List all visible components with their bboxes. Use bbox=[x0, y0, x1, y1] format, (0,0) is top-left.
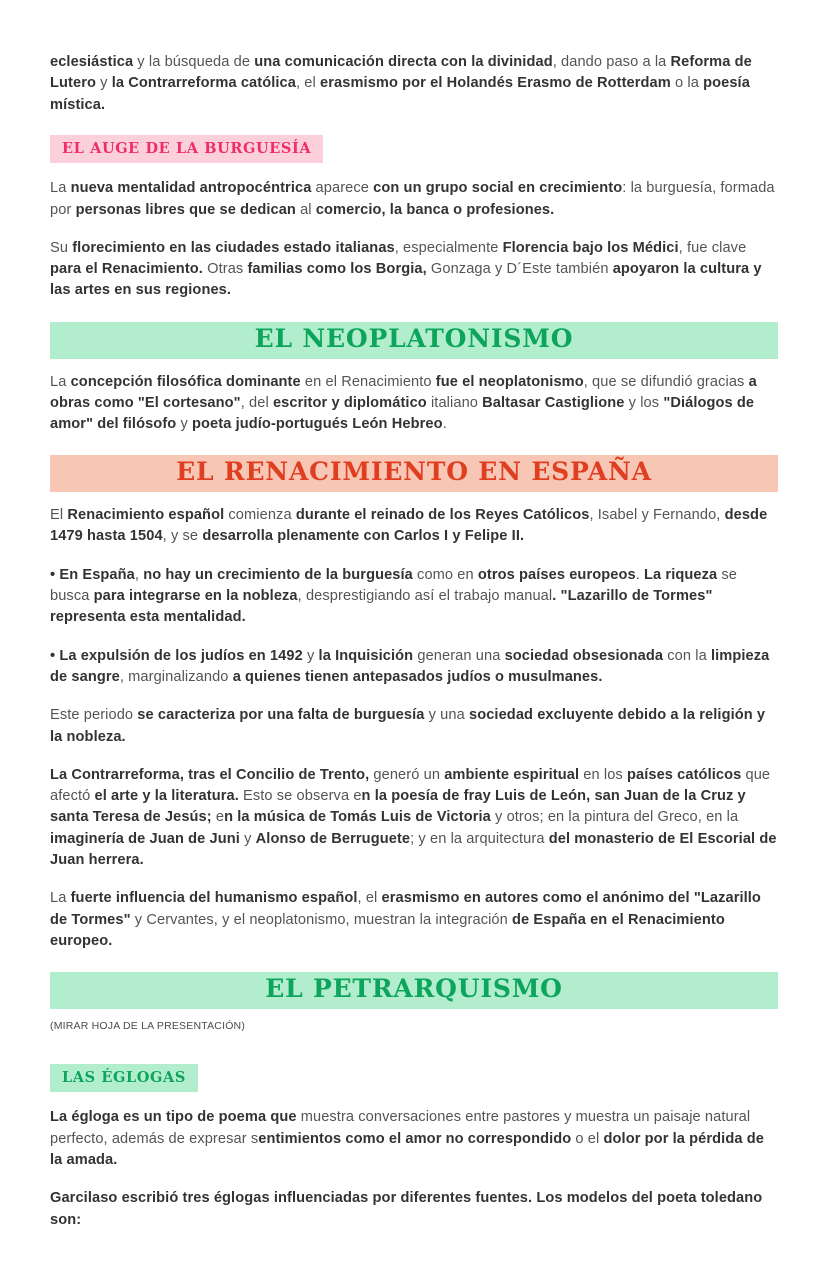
bold-text: . "Lazarillo de Tormes" representa esta mentalidad. bbox=[50, 588, 713, 626]
bold-text: una comunicación directa con la divinidad bbox=[254, 54, 553, 70]
bold-text: n la música de Tomás Luis de Victoria bbox=[224, 809, 491, 826]
bold-text: fuerte influencia del humanismo español bbox=[70, 890, 358, 907]
body-text: Esto se observa e bbox=[238, 788, 362, 805]
body-text: La bbox=[50, 180, 71, 197]
bold-text: n la poesía de fray Luis de León, san Juan de la Cruz y santa Teresa de Jesús; bbox=[50, 788, 746, 826]
paragraph-burguesia-2 bbox=[50, 238, 778, 302]
bold-text: personas libres que se dedican bbox=[75, 201, 296, 218]
body-text: , que se difundió gracias bbox=[583, 373, 749, 390]
bold-text: sociedad excluyente debido a la religión y la nobleza. bbox=[50, 707, 766, 745]
bold-text: Florencia bajo los Médici bbox=[502, 239, 679, 256]
bold-text: La riqueza bbox=[644, 566, 718, 583]
body-text: que afectó bbox=[50, 766, 771, 805]
paragraph-egloga-definicion bbox=[50, 1107, 778, 1171]
paragraph-humanismo bbox=[50, 888, 778, 952]
bold-text: familias como los Borgia, bbox=[247, 261, 427, 278]
bold-text: escritor y diplomático bbox=[272, 394, 427, 411]
bold-text: concepción filosófica dominante bbox=[70, 373, 301, 390]
bold-text: imaginería de Juan de Juni bbox=[50, 830, 240, 847]
bold-text: el arte y la literatura. bbox=[94, 788, 239, 805]
body-text: comienza bbox=[224, 507, 296, 524]
body-text: aparece bbox=[311, 180, 374, 197]
body-text: , del bbox=[240, 394, 273, 411]
bold-text: Baltasar Castiglione bbox=[482, 394, 625, 411]
bold-text: florecimiento en las ciudades estado italianas bbox=[72, 239, 395, 256]
body-text: , bbox=[134, 566, 144, 583]
body-text: , desprestigiando así el trabajo manual bbox=[297, 588, 553, 605]
body-text: . bbox=[442, 416, 447, 433]
paragraph-espana-bullet-1 bbox=[50, 565, 778, 629]
bold-text: a obras como "El cortesano" bbox=[50, 373, 757, 411]
paragraph-garcilaso bbox=[50, 1188, 778, 1231]
bold-text: erasmismo en autores como el anónimo del "Lazarillo de Tormes" bbox=[50, 890, 761, 928]
body-text: y Cervantes, y el neoplatonismo, muestran la integración bbox=[130, 911, 513, 928]
body-text: y otros; en la pintura del Greco, en la bbox=[490, 809, 739, 826]
body-text: y los bbox=[624, 394, 664, 411]
bold-text: países católicos bbox=[626, 766, 742, 783]
body-text: , el bbox=[296, 75, 321, 92]
body-text: : la burguesía, formada por bbox=[50, 180, 775, 218]
bold-text: sociedad obsesionada bbox=[504, 647, 664, 664]
heading-las-eglogas: LAS ÉGLOGAS bbox=[50, 1064, 198, 1092]
body-text: y bbox=[239, 830, 256, 847]
body-text: generan una bbox=[413, 647, 505, 664]
body-text: muestra conversaciones entre pastores y muestra un paisaje natural perfecto, además de expresar s bbox=[50, 1109, 751, 1147]
bold-text: a quienes tienen antepasados judíos o musulmanes. bbox=[232, 668, 603, 685]
bold-text: entimientos como el amor no correspondido bbox=[258, 1130, 572, 1147]
body-text: La bbox=[50, 890, 71, 907]
paragraph-espana-1 bbox=[50, 505, 778, 548]
body-text: Otras bbox=[202, 261, 248, 278]
bold-text: Garcilaso escribió tres églogas influenciadas por diferentes fuentes. Los modelos del poeta toledano son: bbox=[50, 1190, 763, 1228]
body-text: o la bbox=[670, 75, 704, 92]
bold-text: erasmismo por el Holandés Erasmo de Rotterdam bbox=[320, 75, 671, 92]
body-text: y una bbox=[424, 707, 469, 724]
body-text: , Isabel y Fernando, bbox=[589, 507, 725, 524]
body-text: , el bbox=[357, 890, 382, 907]
heading-petrarquismo: EL PETRARQUISMO bbox=[50, 972, 778, 1009]
bold-text: con un grupo social en crecimiento bbox=[373, 180, 623, 197]
bold-text: no hay un crecimiento de la burguesía bbox=[143, 566, 413, 583]
bold-text: • En España bbox=[50, 566, 135, 583]
bold-text: ambiente espiritual bbox=[444, 766, 580, 783]
body-text: ; y en la arquitectura bbox=[410, 830, 549, 847]
body-text: , marginalizando bbox=[119, 668, 233, 685]
body-text: Este periodo bbox=[50, 707, 138, 724]
bold-text: apoyaron la cultura y las artes en sus regiones. bbox=[50, 261, 762, 299]
body-text: , fue clave bbox=[678, 239, 747, 256]
bold-text: limpieza de sangre bbox=[50, 647, 770, 685]
bold-text: dolor por la pérdida de la amada. bbox=[50, 1130, 764, 1168]
bold-text: para integrarse en la nobleza bbox=[93, 588, 298, 605]
bold-text: se caracteriza por una falta de burguesía bbox=[137, 707, 425, 724]
bold-text: desarrolla plenamente con Carlos I y Felipe II. bbox=[202, 528, 525, 545]
body-text: se busca bbox=[50, 566, 737, 605]
body-text: y bbox=[302, 647, 319, 664]
bold-text: de España en el Renacimiento europeo. bbox=[50, 911, 725, 949]
body-text: , especialmente bbox=[394, 239, 503, 256]
body-text: y la búsqueda de bbox=[133, 54, 255, 70]
bold-text: comercio, la banca o profesiones. bbox=[315, 201, 555, 218]
body-text: con la bbox=[663, 647, 711, 664]
bold-text: para el Renacimiento. bbox=[50, 261, 203, 278]
bold-text: "Diálogos de amor" del filósofo bbox=[50, 394, 755, 433]
body-text: e bbox=[211, 809, 225, 826]
paragraph-contrarreforma bbox=[50, 765, 778, 871]
bold-text: nueva mentalidad antropocéntrica bbox=[70, 180, 312, 197]
paragraph-espana-bullet-2 bbox=[50, 646, 778, 689]
bold-text: la Contrarreforma católica bbox=[111, 75, 296, 92]
bold-text: durante el reinado de los Reyes Católicos bbox=[295, 507, 590, 524]
body-text: Su bbox=[50, 239, 73, 256]
bold-text: del monasterio de El Escorial de Juan herrera. bbox=[50, 830, 777, 869]
bold-text: Alonso de Berruguete bbox=[255, 830, 411, 847]
body-text: italiano bbox=[426, 394, 483, 411]
heading-neoplatonismo: EL NEOPLATONISMO bbox=[50, 322, 778, 359]
paragraph-burguesia-1 bbox=[50, 178, 778, 221]
body-text: y bbox=[176, 416, 193, 433]
bold-text: poesía mística. bbox=[50, 75, 750, 113]
bold-text: poeta judío-portugués León Hebreo bbox=[192, 416, 443, 433]
bold-text: La Contrarreforma, tras el Concilio de Trento, bbox=[50, 766, 370, 783]
paragraph-intro-continuation bbox=[50, 52, 778, 116]
body-text: y bbox=[96, 75, 112, 92]
bold-text: Renacimiento español bbox=[67, 507, 225, 524]
bold-text: Reforma de Lutero bbox=[50, 54, 752, 92]
paragraph-neoplatonismo bbox=[50, 372, 778, 436]
body-text: o el bbox=[571, 1130, 604, 1147]
body-text: . bbox=[635, 566, 645, 583]
body-text: La bbox=[50, 373, 71, 390]
body-text: , y se bbox=[162, 528, 203, 545]
body-text: generó un bbox=[369, 766, 445, 783]
bold-text: La égloga es un tipo de poema que bbox=[50, 1109, 297, 1126]
heading-auge-burguesia: EL AUGE DE LA BURGUESÍA bbox=[50, 135, 323, 163]
body-text: El bbox=[50, 507, 68, 524]
bold-text: otros países europeos bbox=[477, 566, 636, 583]
body-text: como en bbox=[412, 566, 478, 583]
bold-text: desde 1479 hasta 1504 bbox=[50, 507, 768, 545]
document-body bbox=[50, 52, 778, 1231]
body-text: Gonzaga y D´Este también bbox=[426, 261, 613, 278]
bold-text: la Inquisición bbox=[318, 647, 414, 664]
bold-text: fue el neoplatonismo bbox=[435, 373, 584, 390]
body-text: al bbox=[295, 201, 316, 218]
bold-text: eclesiástica bbox=[50, 54, 134, 70]
body-text: , dando paso a la bbox=[552, 54, 671, 70]
note-mirar-hoja: (MIRAR HOJA DE LA PRESENTACIÓN) bbox=[50, 1019, 246, 1032]
bold-text: • La expulsión de los judíos en 1492 bbox=[50, 647, 303, 664]
body-text: en el Renacimiento bbox=[300, 373, 436, 390]
paragraph-espana-periodo bbox=[50, 705, 778, 748]
heading-renacimiento-espana: EL RENACIMIENTO EN ESPAÑA bbox=[50, 455, 778, 492]
body-text: en los bbox=[579, 766, 627, 783]
